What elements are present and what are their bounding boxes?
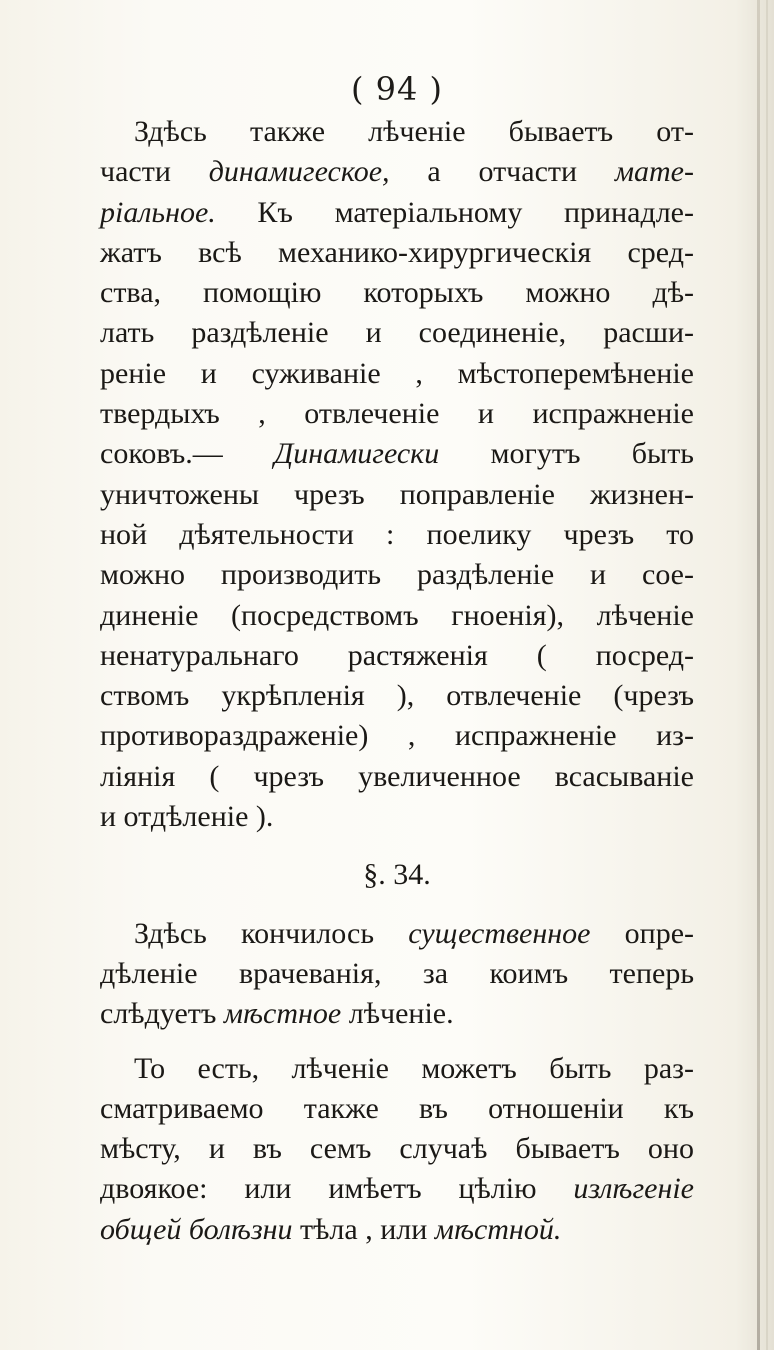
text-line: ства, помощію которыхъ можно дѣ- <box>100 276 694 310</box>
text-line: двоякое: или имѣетъ цѣлію излѣгеніе <box>100 1172 694 1206</box>
text-line: твердыхъ , отвлеченіе и испражненіе <box>100 397 694 431</box>
italic-term: мѣстной. <box>434 1212 562 1246</box>
italic-term: общей болѣзни <box>100 1212 293 1246</box>
text-line: противораздраженіе) , испражненіе из- <box>100 719 694 753</box>
italic-term: мѣстное <box>223 997 342 1031</box>
text-line: мѣсту, и въ семъ случаѣ бываетъ оно <box>100 1132 694 1166</box>
text-line: ліянія ( чрезъ увеличенное всасываніе <box>100 759 694 793</box>
text-line: общей болѣзни тѣла , или мѣстной. <box>100 1212 562 1246</box>
italic-term: Динамигески <box>274 437 440 471</box>
section-heading: §. 34. <box>363 858 431 892</box>
text-line: ствомъ укрѣпленія ), отвлеченіе (чрезъ <box>100 679 694 713</box>
text-line: ріальное. Къ матеріальному принадле- <box>100 195 694 229</box>
page-number: ( 94 ) <box>350 70 444 108</box>
text-line: То есть, лѣченіе можетъ быть раз- <box>134 1051 694 1085</box>
text-line: и отдѣленіе ). <box>100 800 274 834</box>
text-line: ненатуральнаго растяженія ( посред- <box>100 638 694 672</box>
text-line: жатъ всѣ механико-хирургическія сред- <box>100 235 694 269</box>
italic-term: динамигеское, <box>208 155 390 189</box>
text-line: части динамигеское, а отчасти мате- <box>100 155 694 189</box>
text-line: диненіе (посредствомъ гноенія), лѣченіе <box>100 598 694 632</box>
text-line: ной дѣятельности : поелику чрезъ то <box>100 517 694 551</box>
text-line: слѣдуетъ мѣстное лѣченіе. <box>100 997 454 1031</box>
page-edge-line <box>766 0 768 1350</box>
italic-term: излѣгеніе <box>573 1172 694 1206</box>
italic-term: ріальное. <box>100 195 216 229</box>
text-line: уничтожены чрезъ поправленіе жизнен- <box>100 477 694 511</box>
text-line: Здѣсь также лѣченіе бываетъ от- <box>134 115 694 148</box>
text-line: можно производить раздѣленіе и сое- <box>100 558 694 592</box>
text-line: реніе и суживаніе , мѣстоперемѣненіе <box>100 356 694 390</box>
page-edge-shadow <box>757 0 760 1350</box>
text-line: дѣленіе врачеванія, за коимъ теперь <box>100 956 694 990</box>
italic-term: мате- <box>614 155 694 189</box>
text-line: соковъ.— Динамигески могутъ быть <box>100 437 694 471</box>
page-body <box>100 112 694 1250</box>
italic-term: существенное <box>408 916 591 950</box>
text-line: лать раздѣленіе и соединеніе, расши- <box>100 316 694 350</box>
text-line: Здѣсь кончилось существенное опре- <box>134 916 694 950</box>
text-line: сматриваемо также въ отношеніи къ <box>100 1091 694 1125</box>
